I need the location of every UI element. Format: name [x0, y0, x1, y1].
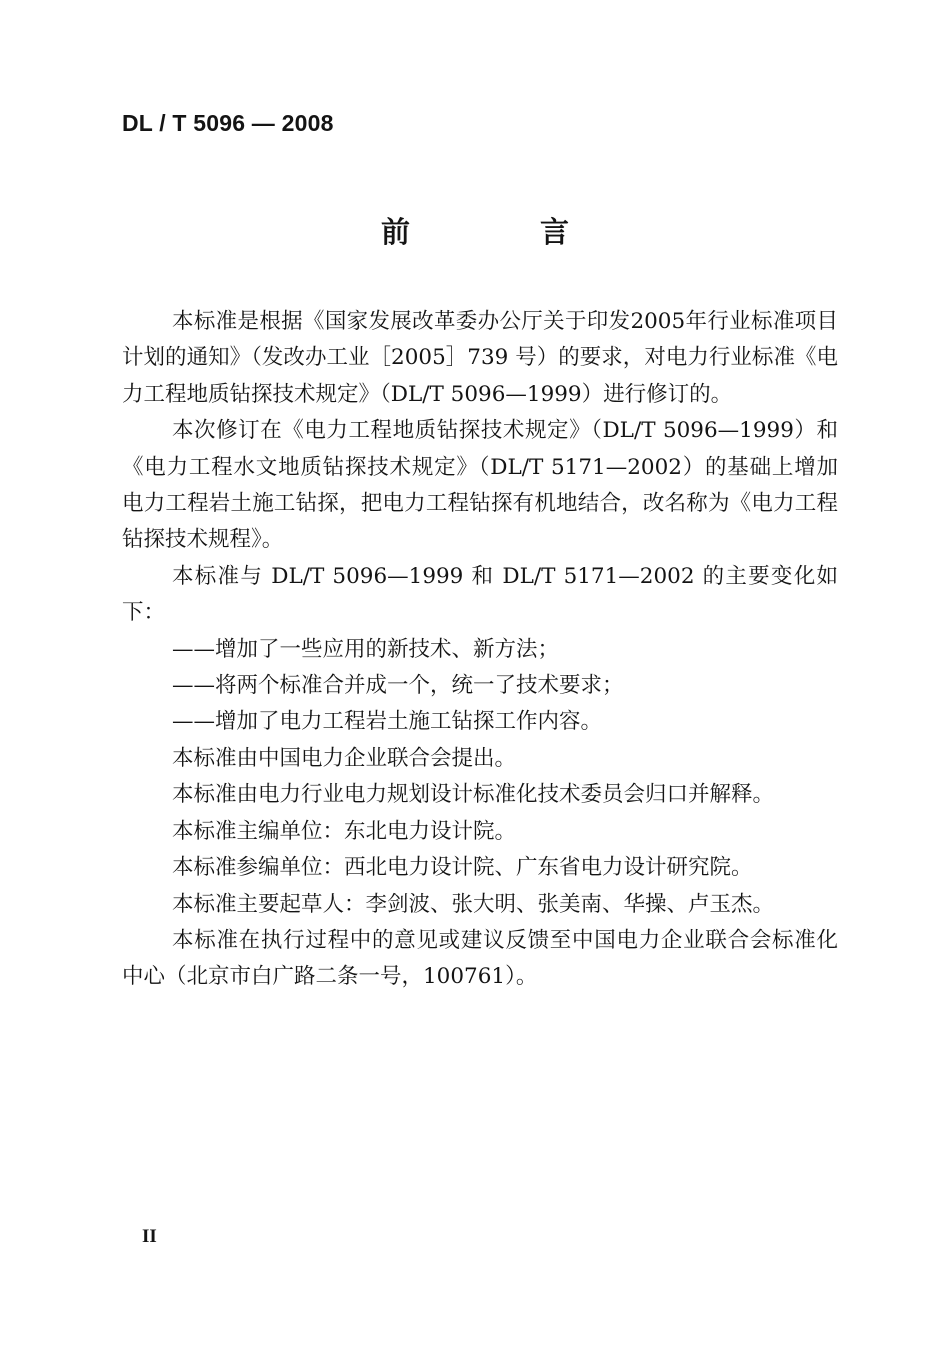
- paragraph-chief-editor: 本标准主编单位：东北电力设计院。: [172, 818, 517, 844]
- paragraph-changes-intro: 本标准与 DL/T 5096—1999 和 DL/T 5171—2002 的主要变化如下：: [122, 563, 838, 626]
- foreword-body: [122, 304, 838, 996]
- list-item-change-3: ——增加了电力工程岩土施工钻探工作内容。: [172, 709, 603, 735]
- paragraph-drafters: 本标准主要起草人：李剑波、张大明、张美南、华操、卢玉杰。: [172, 891, 775, 917]
- paragraph-basis: 本标准是根据《国家发展改革委办公厅关于印发2005年行业标准项目计划的通知》（发改办工业［2005］739 号）的要求，对电力行业标准《电力工程地质钻探技术规定》（DL/T 5096—1999）进行修订的。: [122, 309, 838, 407]
- page-title: 前 言: [380, 215, 630, 249]
- paragraph-participants: 本标准参编单位：西北电力设计院、广东省电力设计研究院。: [172, 855, 753, 881]
- page-number: II: [142, 1226, 157, 1247]
- list-item-change-1: ——增加了一些应用的新技术、新方法；: [172, 636, 560, 662]
- list-item-change-2: ——将两个标准合并成一个，统一了技术要求；: [172, 673, 624, 699]
- paragraph-feedback: 本标准在执行过程中的意见或建议反馈至中国电力企业联合会标准化中心（北京市白广路二条一号，100761）。: [122, 927, 838, 990]
- standard-code: DL / T 5096 — 2008: [122, 110, 334, 136]
- paragraph-revision: 本次修订在《电力工程地质钻探技术规定》（DL/T 5096—1999）和《电力工程水文地质钻探技术规定》（DL/T 5171—2002）的基础上增加电力工程岩土施工钻探，把电力工程钻探有机地结合，改名称为《电力工程钻探技术规程》。: [122, 418, 838, 553]
- paragraph-interpretation: 本标准由电力行业电力规划设计标准化技术委员会归口并解释。: [172, 782, 775, 808]
- paragraph-proposer: 本标准由中国电力企业联合会提出。: [172, 745, 517, 771]
